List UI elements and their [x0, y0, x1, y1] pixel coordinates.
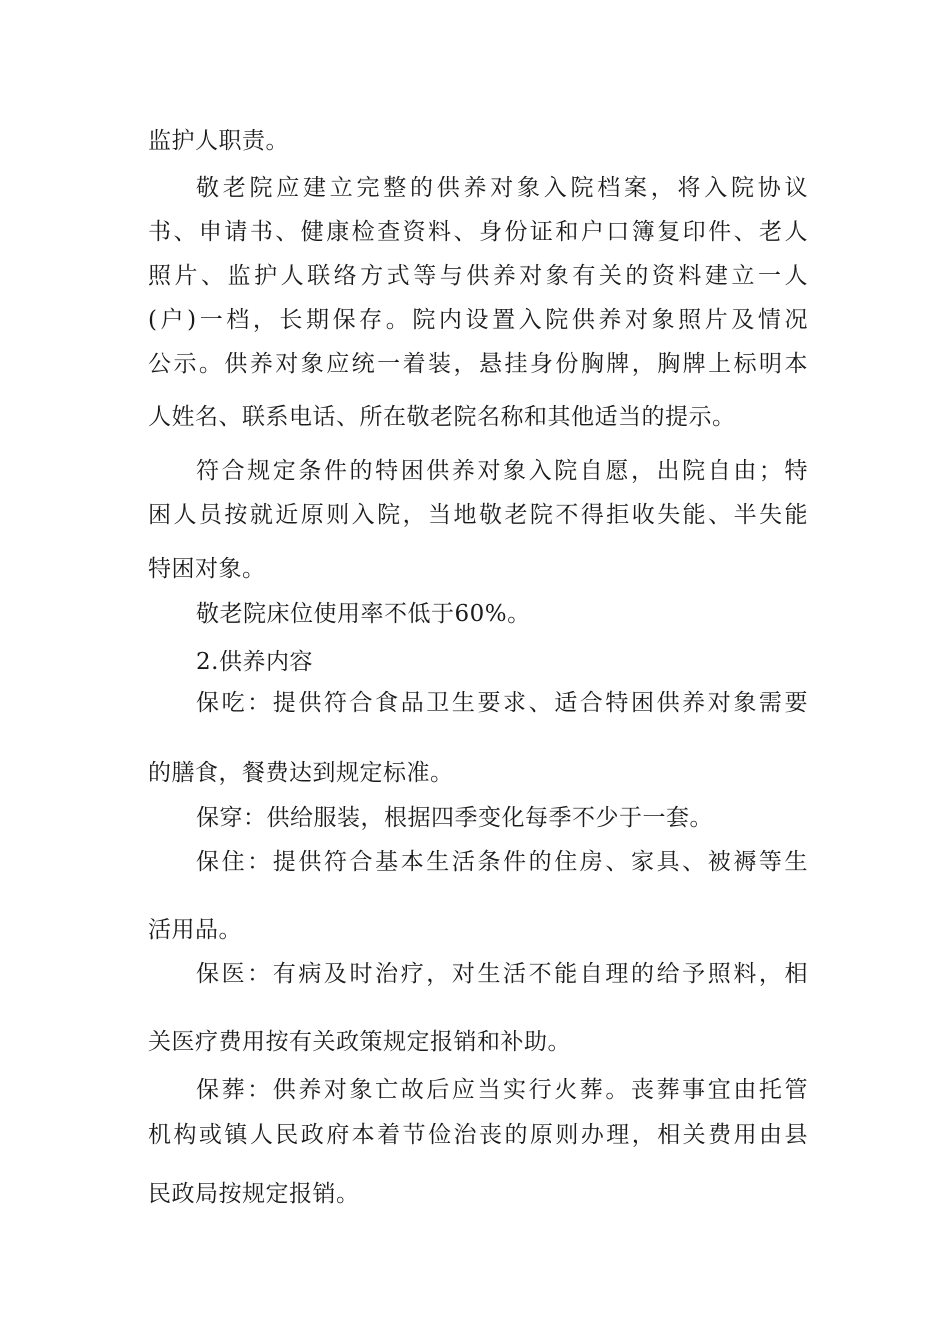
- text-line: 活用品。: [148, 917, 242, 943]
- paragraph-first-line: 保穿：供给服装，根据四季变化每季不少于一套。: [196, 805, 713, 831]
- paragraph-first-line: 保住：提供符合基本生活条件的住房、家具、被褥等生: [196, 849, 808, 875]
- text-line: (户)一档，长期保存。院内设置入院供养对象照片及情况: [148, 307, 808, 333]
- text-line: 特困对象。: [148, 556, 266, 582]
- text-line: 的膳食，餐费达到规定标准。: [148, 760, 454, 786]
- text-line: 民政局按规定报销。: [148, 1181, 360, 1207]
- text-line: 照片、监护人联络方式等与供养对象有关的资料建立一人: [148, 263, 808, 289]
- paragraph-first-line: 保吃：提供符合食品卫生要求、适合特困供养对象需要: [196, 690, 808, 716]
- text-line: 人姓名、联系电话、所在敬老院名称和其他适当的提示。: [148, 404, 736, 430]
- text-line: 公示。供养对象应统一着装，悬挂身份胸牌，胸牌上标明本: [148, 351, 808, 377]
- paragraph-first-line: 保葬：供养对象亡故后应当实行火葬。丧葬事宜由托管: [196, 1077, 808, 1103]
- text-line: 关医疗费用按有关政策规定报销和补助。: [148, 1029, 571, 1055]
- text-line: 困人员按就近原则入院，当地敬老院不得拒收失能、半失能: [148, 502, 808, 528]
- text-line: 监护人职责。: [148, 128, 289, 154]
- paragraph-first-line: 敬老院应建立完整的供养对象入院档案，将入院协议: [196, 175, 808, 201]
- text-line: 书、申请书、健康检查资料、身份证和户口簿复印件、老人: [148, 219, 808, 245]
- text-line: 机构或镇人民政府本着节俭治丧的原则办理，相关费用由县: [148, 1122, 808, 1148]
- paragraph-first-line: 敬老院床位使用率不低于60%。: [196, 601, 531, 627]
- paragraph-first-line: 符合规定条件的特困供养对象入院自愿，出院自由；特: [196, 458, 808, 484]
- section-heading: 2.供养内容: [196, 649, 313, 675]
- paragraph-first-line: 保医：有病及时治疗，对生活不能自理的给予照料，相: [196, 961, 808, 987]
